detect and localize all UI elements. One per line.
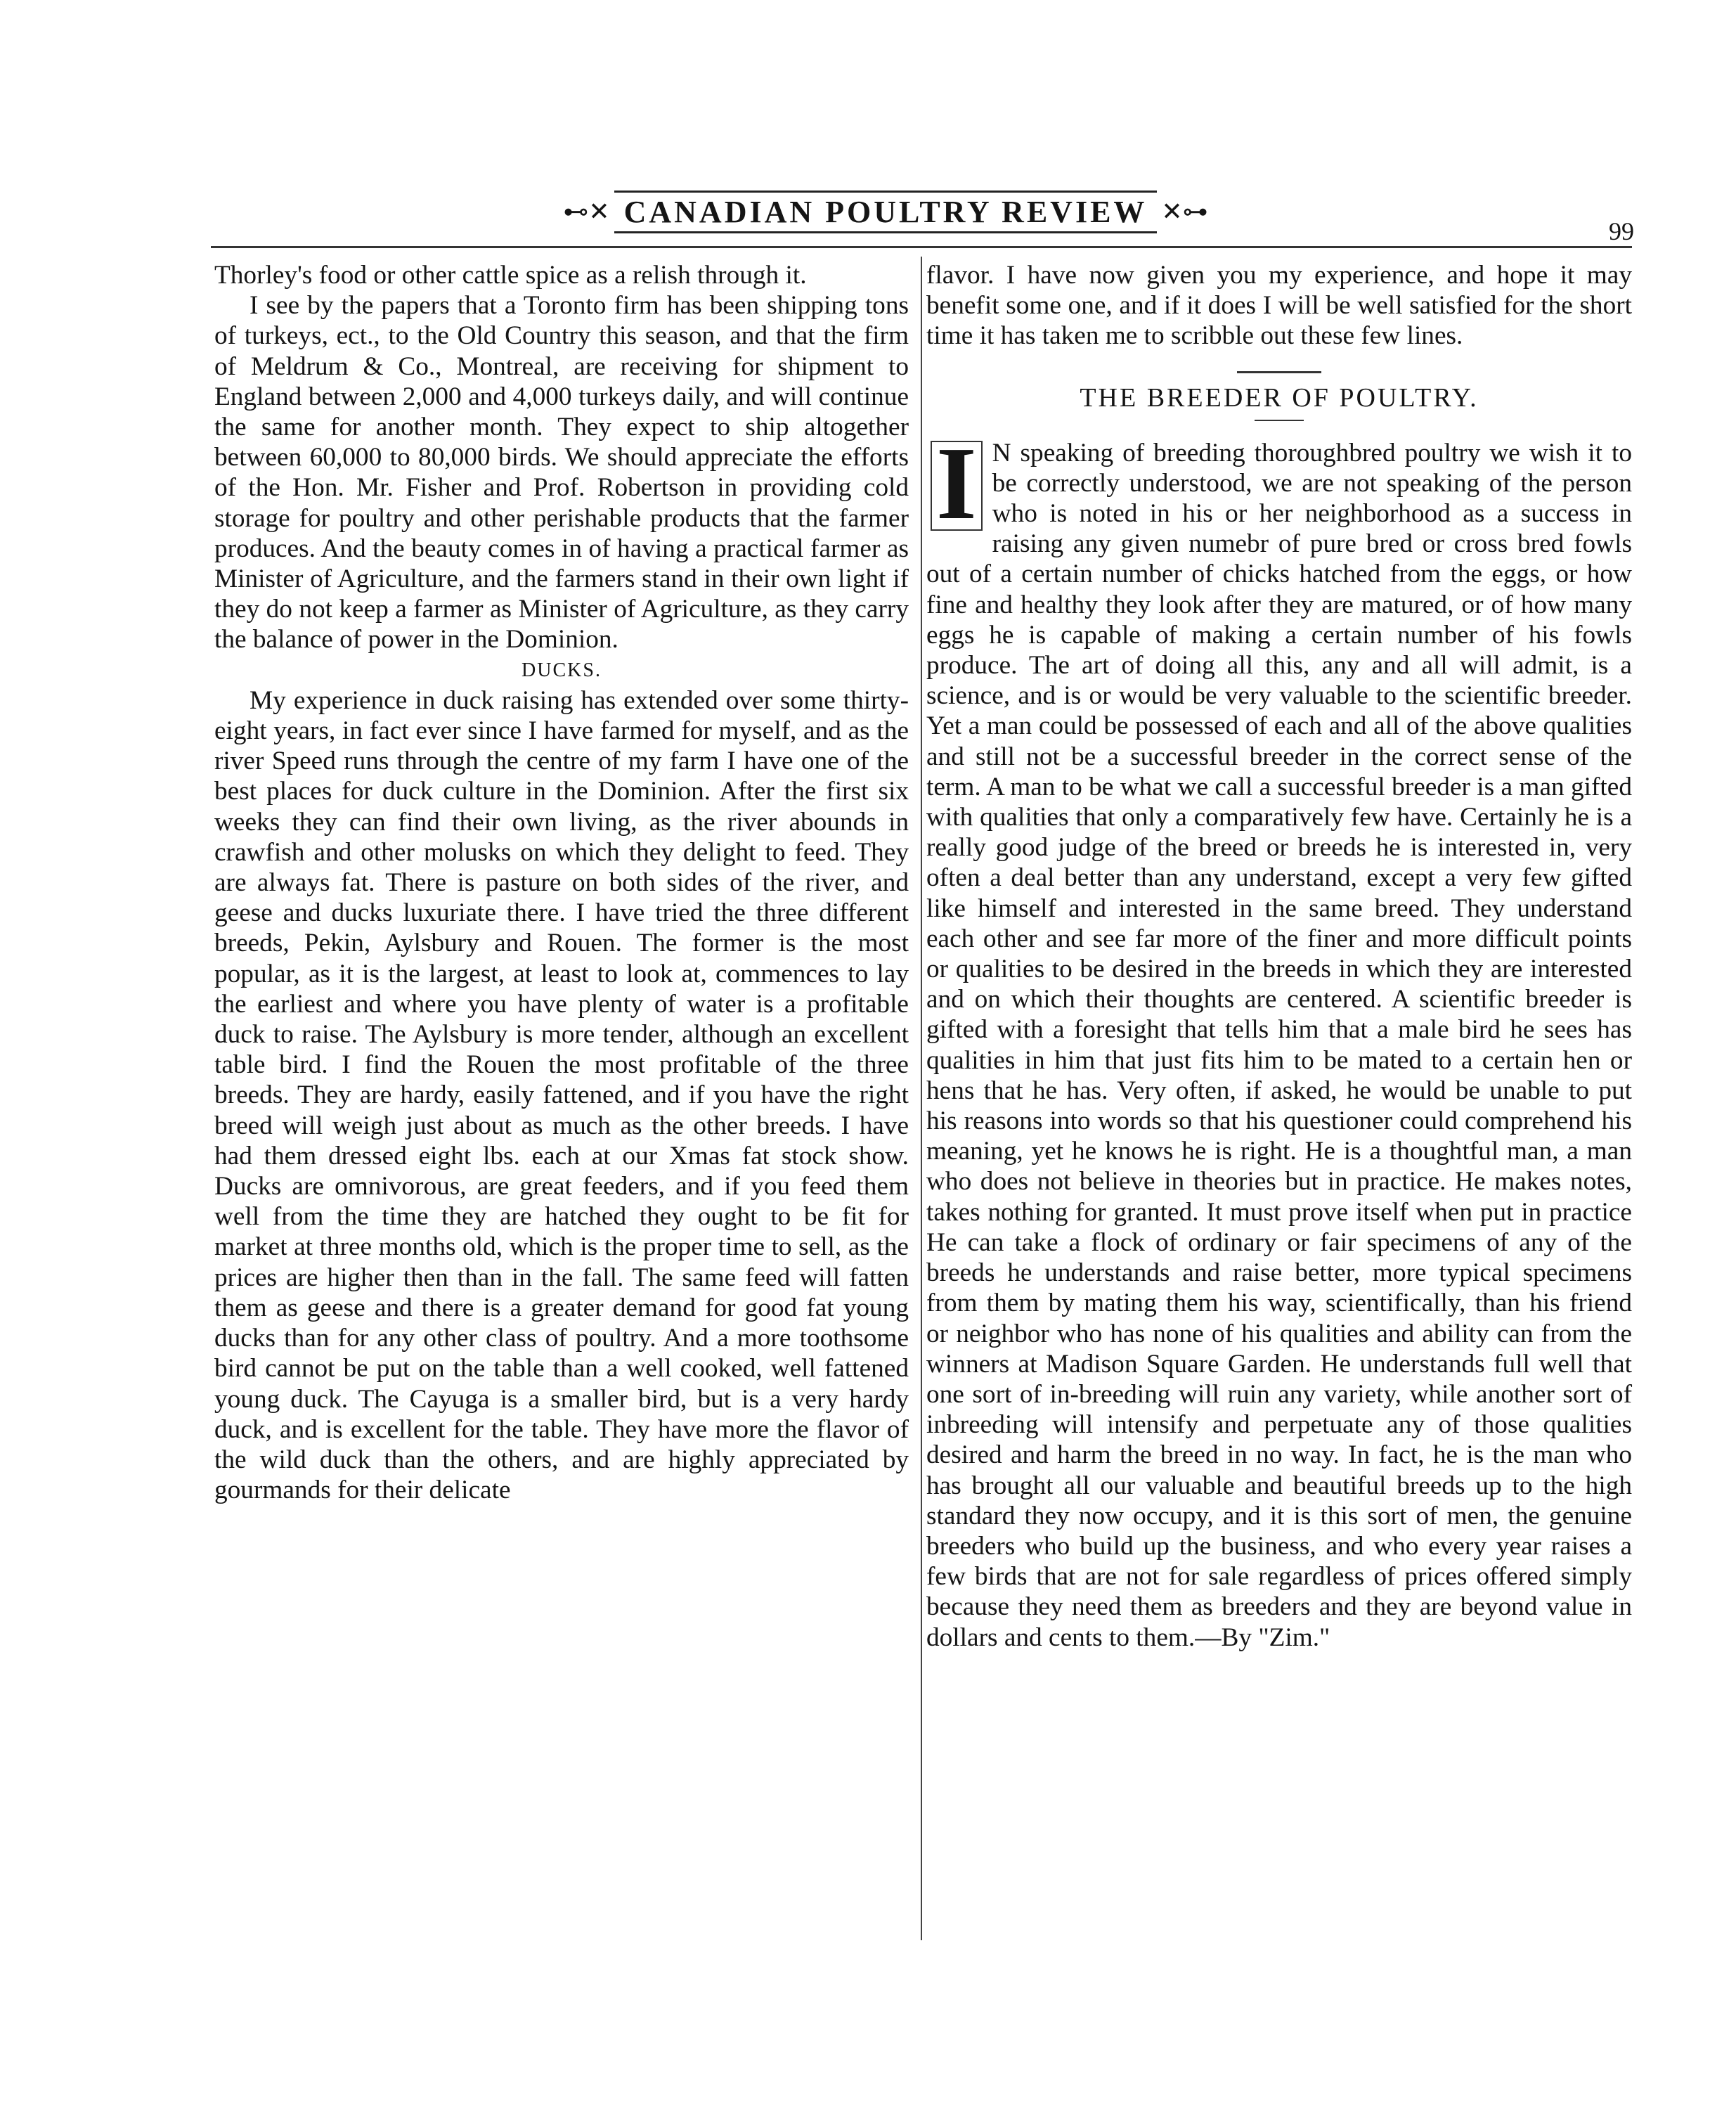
left-column	[214, 260, 909, 1505]
right-column	[926, 260, 1632, 1653]
section-divider	[1237, 371, 1321, 373]
toronto-turkeys-paragraph: I see by the papers that a Toronto firm has been shipping tons of turkeys, ect., to the Old Country this season, and that the firm of Meldrum & Co., Montreal, are receiving for shipment to England between 2,000 and 4,000 turkeys daily, and will continue the same for another month. They expect to ship altogether between 60,000 to 80,000 birds. We should appreciate the efforts of the Hon. Mr. Fisher and Prof. Robertson in providing cold storage for poultry and other perishable products that the farmer produces. And the beauty comes in of having a practical farmer as Minister of Agriculture, and the farmers stand in their own light if they do not keep a farmer as Minister of Agriculture, as they carry the balance of power in the Dominion.	[214, 291, 909, 654]
right-continuation-paragraph: flavor. I have now given you my experience, and hope it may benefit some one, and if it does I will be well satisfied for the short time it has taken me to scribble out these few lines.	[926, 261, 1632, 351]
left-ornament-icon: ⊷✕	[563, 198, 610, 226]
lead-word: N	[992, 438, 1011, 467]
column-divider	[921, 257, 922, 1940]
header-rule	[211, 246, 1632, 248]
article-body-text: speaking of breeding thoroughbred poultry we wish it to be correctly understood, we are not speaking of the person who is noted in his or her neighborhood as a success in raising any given numebr of pure bred or cross bred fowls out of a certain number of chicks hatched from the eggs, or how fine and healthy they look after they are matured, or of how many eggs he is capable of making a certain number of his fowls produce. The art of doing all this, any and all will admit, is a science, and is or would be very valuable to the scientific breeder. Yet a man could be possessed of each and all of the above qualities and still not be a successful breeder in the correct sense of the term. A man to be what we call a successful breeder is a man gifted with qualities that only a comparatively few have. Certainly he is a really good judge of the breed or breeds he is interested in, very often a deal better than any understand, except a very few gifted like himself and interested in the same breed. They understand each other and see far more of the finer and more difficult points or qualities to be desired in the breeds in which they are interested and on which their thoughts are centered. A scientific breeder is gifted with a foresight that tells him that a male bird he sees has qualities in him that just fits him to be mated to a certain hen or hens that he has. Very often, if asked, he would be unable to put his reasons into words so that his questioner could comprehend his meaning, yet he knows he is right. He is a thoughtful man, a man who does not believe in theories but in practice. He makes notes, takes nothing for granted. It must prove itself when put in practice He can take a flock of ordinary or fair specimens of any of the breeds he understands and raise better, more typical specimens from them by mating them his way, scientifically, than his friend or neighbor who has none of his qualities and ability can from the winners at Madison Square Garden. He understands full well that one sort of in-breeding will ruin any variety, while another sort of inbreeding will intensify and perpetuate any of those qualities desired and harm the breed in no way. In fact, he is the man who has brought all our valuable and beautiful breeds up to the high standard they now occupy, and it is this sort of men, the genuine breeders who build up the business, and who every year raises a few birds that are not for sale regardless of prices offered simply because they need them as breeders and they are beyond value in dollars and cents to them.—By "Zim."	[926, 438, 1632, 1652]
drop-cap: I	[931, 441, 983, 531]
masthead-banner	[563, 188, 1208, 235]
left-continuation-paragraph: Thorley's food or other cattle spice as a relish through it.	[214, 261, 807, 290]
title-underline	[1255, 420, 1304, 421]
right-ornament-icon: ✕⊶	[1161, 198, 1208, 226]
article-title: THE BREEDER OF POULTRY.	[1080, 382, 1479, 413]
page-number: 99	[1609, 217, 1634, 245]
article-body	[926, 425, 1632, 1653]
masthead-title: CANADIAN POULTRY REVIEW	[614, 191, 1158, 233]
ducks-paragraph: My experience in duck raising has extended over some thirty-eight years, in fact ever since I have farmed for myself, and as the river Speed runs through the centre of my farm I have one of the best places for duck culture in the Dominion. After the first six weeks they can find their own living, as the river abounds in crawfish and other molusks on which they delight to feed. They are always fat. There is pasture on both sides of the river, and geese and ducks luxuriate there. I have tried the three different breeds, Pekin, Aylsbury and Rouen. The former is the most popular, as it is the largest, at least to look at, commences to lay the earliest and where you have plenty of water is a profitable duck to raise. The Aylsbury is more tender, although an excellent table bird. I find the Rouen the most profitable of the three breeds. They are hardy, easily fattened, and if you have the right breed will weigh just about as much as the other breeds. I have had them dressed eight lbs. each at our Xmas fat stock show. Ducks are omnivorous, are great feeders, and if you feed them well from the time they are hatched they ought to be fit for market at three months old, which is the proper time to sell, as the prices are higher then than in the fall. The same feed will fatten them as geese and there is a greater demand for good fat young ducks than for any other class of poultry. And a more toothsome bird cannot be put on the table than a well cooked, well fattened young duck. The Cayuga is a smaller bird, but is a very hardy duck, and is excellent for the table. They have more the flavor of the wild duck than the others, and are highly appreciated by gourmands for their delicate	[214, 685, 909, 1505]
ducks-subheading: DUCKS.	[522, 659, 602, 681]
